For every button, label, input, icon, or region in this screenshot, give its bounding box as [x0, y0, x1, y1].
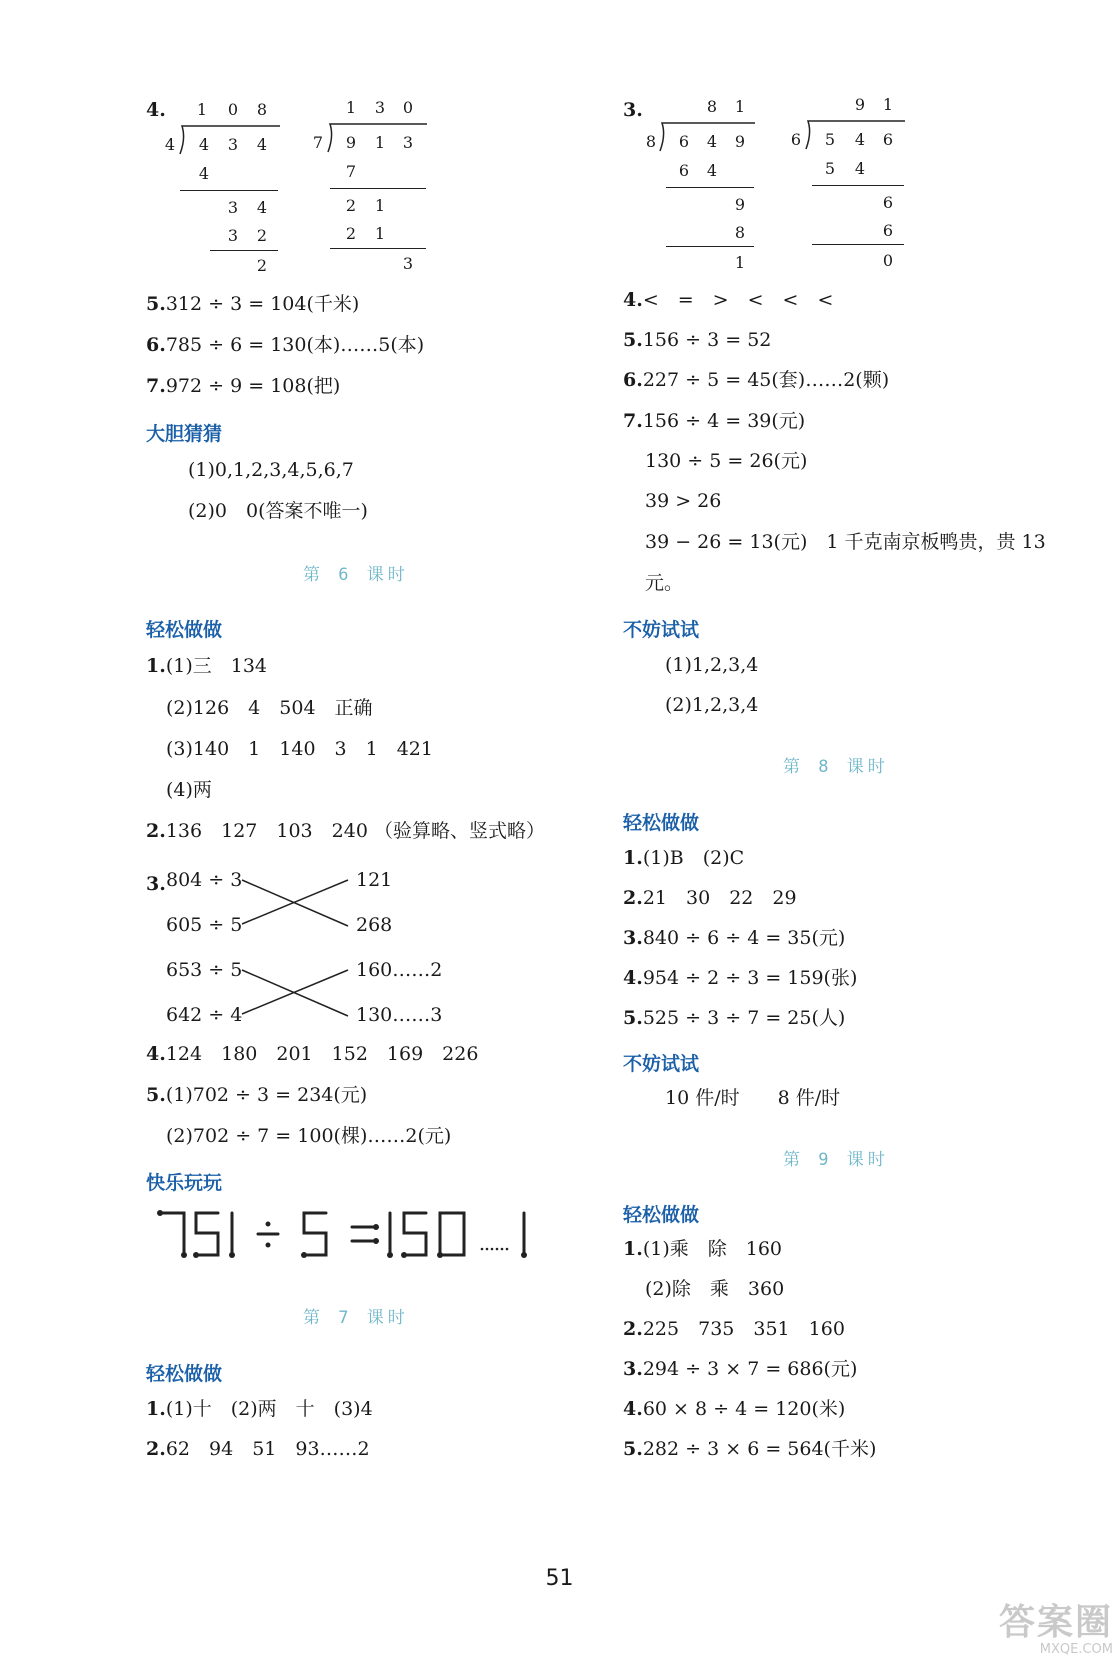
- step-digit: 6: [882, 193, 894, 212]
- quotient-digit: 8: [706, 97, 718, 116]
- answer-text: 294 ÷ 3 × 7 = 686(元): [642, 1358, 858, 1380]
- answer-line: [623, 1006, 845, 1030]
- question-number: 3.: [146, 873, 166, 895]
- dividend-digit: 6: [882, 130, 894, 149]
- question-number: 5.: [623, 1007, 643, 1029]
- question-number: 5.: [146, 1084, 166, 1106]
- question-number: 6.: [623, 369, 643, 391]
- answer-text: 60 × 8 ÷ 4 = 120(米): [642, 1398, 846, 1420]
- question-number: 1.: [146, 655, 166, 677]
- answer-line: [623, 966, 857, 990]
- remainder: 0: [882, 251, 894, 270]
- answer-line: 元。: [645, 572, 684, 594]
- remainder: 1: [734, 253, 746, 272]
- page-number: 51: [545, 1566, 574, 1591]
- question-number: 4.: [623, 289, 643, 311]
- match-left-item: 804 ÷ 3: [166, 869, 243, 891]
- step-digit: 4: [706, 161, 718, 180]
- answer-line: [623, 368, 889, 392]
- answer-line: [623, 409, 805, 433]
- step-digit: 3: [227, 198, 239, 217]
- answer-text: 312 ÷ 3 = 104(千米): [165, 293, 360, 315]
- question-number: 2.: [146, 820, 166, 842]
- question-number: 3.: [623, 1358, 643, 1380]
- answer-line: (2)126 4 504 正确: [166, 697, 373, 719]
- quotient-digit: 9: [854, 95, 866, 114]
- answer-line: (1)1,2,3,4: [665, 654, 759, 676]
- question-number: 7.: [146, 375, 166, 397]
- section-title: 轻松做做: [146, 1363, 223, 1385]
- divisor: 4: [164, 135, 176, 154]
- answer-line: (2)1,2,3,4: [665, 694, 759, 716]
- answer-text: (1)B (2)C: [642, 847, 745, 869]
- step-digit: 8: [734, 223, 746, 242]
- answer-line: [623, 846, 744, 870]
- answer-text: 525 ÷ 3 ÷ 7 = 25(人): [642, 1007, 846, 1029]
- answer-text: 156 ÷ 4 = 39(元): [642, 410, 806, 432]
- answer-line: 130 ÷ 5 = 26(元): [645, 450, 808, 472]
- question-number: 1.: [623, 1238, 643, 1260]
- section-title: 不妨试试: [623, 1053, 700, 1075]
- section-title: 不妨试试: [623, 619, 700, 641]
- question-number: 7.: [623, 410, 643, 432]
- match-right-item: 130……3: [356, 1004, 443, 1026]
- lesson-heading: 第 8 课时: [783, 757, 889, 777]
- divisor: 7: [312, 133, 324, 152]
- remainder: 3: [402, 254, 414, 273]
- dividend-digit: 3: [227, 135, 239, 154]
- question-number: 4.: [146, 1043, 166, 1065]
- question-number: 4.: [146, 99, 166, 121]
- match-left-item: 605 ÷ 5: [166, 914, 243, 936]
- answer-text: 954 ÷ 2 ÷ 3 = 159(张): [642, 967, 858, 989]
- step-digit: 2: [256, 226, 268, 245]
- question-number: 6.: [146, 334, 166, 356]
- answer-line: [623, 1237, 782, 1261]
- answer-line: (3)140 1 140 3 1 421: [166, 738, 433, 760]
- watermark-logo: 答案圈: [998, 1602, 1113, 1643]
- answer-text: 840 ÷ 6 ÷ 4 = 35(元): [642, 927, 846, 949]
- matchstick-figure: [150, 1205, 535, 1265]
- question-number: 1.: [623, 847, 643, 869]
- step-digit: 3: [227, 226, 239, 245]
- answer-text: 227 ÷ 5 = 45(套)……2(颗): [642, 369, 890, 391]
- step-digit: 9: [734, 195, 746, 214]
- answer-text: (1)乘 除 160: [642, 1238, 783, 1260]
- watermark-url: MXQE.COM: [1039, 1642, 1113, 1657]
- quotient-digit: 0: [402, 98, 414, 117]
- answer-text: 62 94 51 93……2: [165, 1438, 370, 1460]
- step-digit: 6: [882, 221, 894, 240]
- answer-line: [623, 1397, 845, 1421]
- answer-text: 972 ÷ 9 = 108(把): [165, 375, 341, 397]
- divider-line: [330, 188, 426, 189]
- answer-text: (1)十 (2)两 十 (3)4: [165, 1398, 373, 1420]
- question-number: 5.: [623, 1438, 643, 1460]
- divider-line: [180, 190, 278, 191]
- answer-line: (2)702 ÷ 7 = 100(棵)……2(元): [166, 1125, 452, 1147]
- question-number: 1.: [146, 1398, 166, 1420]
- dividend-digit: 5: [824, 130, 836, 149]
- answer-line: [146, 1397, 373, 1421]
- question-number: 3.: [623, 99, 643, 121]
- lesson-heading: 第 7 课时: [303, 1308, 409, 1328]
- dividend-digit: 1: [374, 133, 386, 152]
- divider-line: [812, 244, 904, 245]
- match-right-item: 160……2: [356, 959, 443, 981]
- quotient-digit: 8: [256, 100, 268, 119]
- answer-line: [146, 819, 545, 843]
- answer-line: [623, 1317, 845, 1341]
- section-title: 快乐玩玩: [146, 1172, 223, 1194]
- remainder: 2: [256, 256, 268, 275]
- divider-line: [210, 250, 278, 251]
- step-digit: 6: [678, 161, 690, 180]
- question-number: 4.: [623, 1398, 643, 1420]
- match-right-item: 268: [356, 914, 393, 936]
- dividend-digit: 9: [734, 132, 746, 151]
- answer-text: 21 30 22 29: [642, 887, 797, 909]
- divider-line: [666, 246, 754, 247]
- answer-line: [146, 1042, 478, 1066]
- answer-line: [146, 292, 359, 316]
- lesson-heading: 第 9 课时: [783, 1150, 889, 1170]
- watermark: [999, 1604, 1113, 1657]
- divider-line: [330, 248, 426, 249]
- dividend-digit: 4: [706, 132, 718, 151]
- answer-line: [623, 328, 771, 352]
- answer-text: 136 127 103 240 （验算略、竖式略）: [165, 820, 545, 842]
- answer-line: 39 − 26 = 13(元) 1 千克南京板鸭贵，贵 13: [645, 531, 1046, 553]
- match-lines: [236, 870, 354, 1020]
- answer-text: 225 735 351 160: [642, 1318, 845, 1340]
- answer-line: [623, 886, 797, 910]
- answer-text: (1)702 ÷ 3 = 234(元): [165, 1084, 368, 1106]
- quotient-digit: 1: [345, 98, 357, 117]
- dividend-digit: 9: [345, 133, 357, 152]
- step-digit: 5: [824, 159, 836, 178]
- match-right-item: 121: [356, 869, 393, 891]
- section-title: 轻松做做: [146, 619, 223, 641]
- answer-line: [146, 1083, 367, 1107]
- dividend-digit: 3: [402, 133, 414, 152]
- step-digit: 1: [374, 224, 386, 243]
- answer-text: 282 ÷ 3 × 6 = 564(千米): [642, 1438, 877, 1460]
- match-left-item: 642 ÷ 4: [166, 1004, 243, 1026]
- section-title: 轻松做做: [623, 1204, 700, 1226]
- answer-line: [623, 288, 833, 312]
- question-number: 4.: [623, 967, 643, 989]
- question-number: 3.: [623, 927, 643, 949]
- step-digit: 2: [345, 224, 357, 243]
- answer-line: [146, 654, 267, 678]
- answer-line: (4)两: [166, 779, 212, 801]
- lesson-heading: 第 6 课时: [303, 565, 409, 585]
- answer-line: [623, 926, 845, 950]
- step-digit: 1: [374, 196, 386, 215]
- quotient-digit: 1: [882, 95, 894, 114]
- quotient-digit: 3: [374, 98, 386, 117]
- dividend-digit: 4: [256, 135, 268, 154]
- question-number: 2.: [623, 1318, 643, 1340]
- quotient-digit: 1: [734, 97, 746, 116]
- section-title: 轻松做做: [623, 812, 700, 834]
- divisor: 6: [790, 130, 802, 149]
- dividend-digit: 6: [678, 132, 690, 151]
- divider-line: [666, 187, 754, 188]
- answer-line: [146, 333, 424, 357]
- quotient-digit: 1: [196, 100, 208, 119]
- step-digit: 4: [854, 159, 866, 178]
- dividend-digit: 4: [198, 135, 210, 154]
- step-digit: 4: [198, 164, 210, 183]
- quotient-digit: 0: [227, 100, 239, 119]
- divisor: 8: [645, 132, 657, 151]
- divider-line: [812, 185, 904, 186]
- answer-text: 124 180 201 152 169 226: [165, 1043, 479, 1065]
- answer-line: 39 > 26: [645, 490, 722, 512]
- answer-line: (1)0,1,2,3,4,5,6,7: [188, 459, 354, 481]
- question-number: 2.: [146, 1438, 166, 1460]
- answer-text: 156 ÷ 3 = 52: [642, 329, 772, 351]
- answer-line: (2)除 乘 360: [645, 1278, 785, 1300]
- question-number: 5.: [146, 293, 166, 315]
- question-number: 2.: [623, 887, 643, 909]
- answer-text: 785 ÷ 6 = 130(本)……5(本): [165, 334, 425, 356]
- answer-line: [623, 1357, 857, 1381]
- step-digit: 2: [345, 196, 357, 215]
- answer-line: [623, 1437, 876, 1461]
- answer-line: 10 件/时 8 件/时: [665, 1087, 841, 1109]
- step-digit: 4: [256, 198, 268, 217]
- question-number: 5.: [623, 329, 643, 351]
- answer-line: [146, 374, 340, 398]
- answer-text: (1)三 134: [165, 655, 268, 677]
- section-title: 大胆猜猜: [146, 423, 223, 445]
- match-left-item: 653 ÷ 5: [166, 959, 243, 981]
- answer-line: [146, 1437, 370, 1461]
- step-digit: 7: [345, 162, 357, 181]
- answer-line: (2)0 0(答案不唯一): [188, 500, 368, 522]
- answer-text: < = > < < <: [642, 289, 834, 311]
- dividend-digit: 4: [854, 130, 866, 149]
